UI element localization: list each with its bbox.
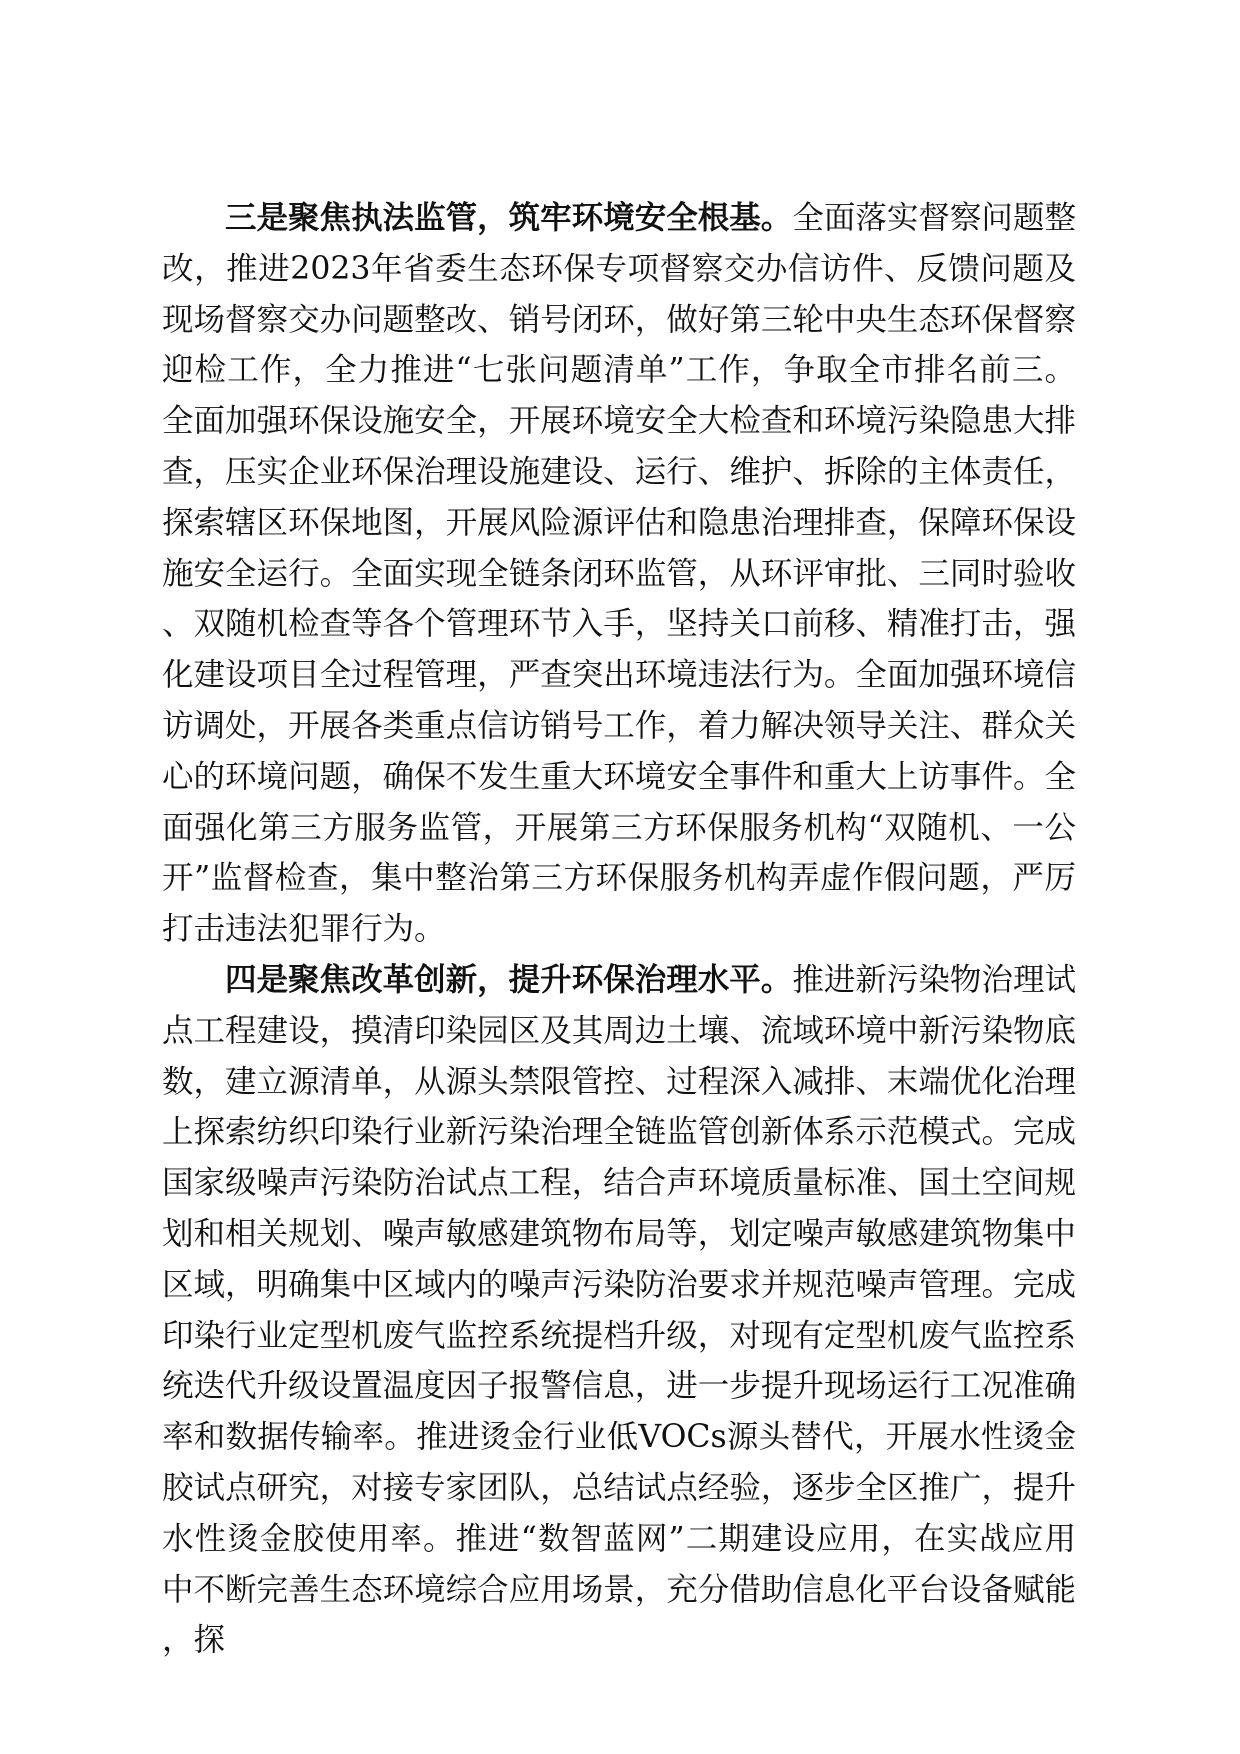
- paragraph-reform: [162, 955, 1076, 1666]
- paragraph-lead-heading: 三是聚焦执法监管，筑牢环境安全根基。: [225, 199, 793, 236]
- paragraph-enforcement: [162, 193, 1076, 955]
- paragraph-body-text: 推进新污染物治理试点工程建设，摸清印染园区及其周边土壤、流域环境中新污染物底数，建立源清单，从源头禁限管控、过程深入减排、末端优化治理上探索纺织印染行业新污染治理全链监管创新体系示范模式。完成国家级噪声污染防治试点工程，结合声环境质量标准、国土空间规划和相关规划、噪声敏感建筑物布局等，划定噪声敏感建筑物集中区域，明确集中区域内的噪声污染防治要求并规范噪声管理。完成印染行业定型机废气监控系统提档升级，对现有定型机废气监控系统迭代升级设置温度因子报警信息，进一步提升现场运行工况准确率和数据传输率。推进烫金行业低VOCs源头替代，开展水性烫金胶试点研究，对接专家团队，总结试点经验，逐步全区推广，提升水性烫金胶使用率。推进“数智蓝网”二期建设应用，在实战应用中不断完善生态环境综合应用场景，充分借助信息化平台设备赋能，探: [162, 961, 1076, 1659]
- document-page: [162, 193, 1076, 1666]
- paragraph-lead-heading: 四是聚焦改革创新，提升环保治理水平。: [225, 960, 793, 998]
- paragraph-body-text: 全面落实督察问题整改，推进2023年省委生态环保专项督察交办信访件、反馈问题及现场督察交办问题整改、销号闭环，做好第三轮中央生态环保督察迎检工作，全力推进“七张问题清单”工作，争取全市排名前三。全面加强环保设施安全，开展环境安全大检查和环境污染隐患大排查，压实企业环保治理设施建设、运行、维护、拆除的主体责任，探索辖区环保地图，开展风险源评估和隐患治理排查，保障环保设施安全运行。全面实现全链条闭环监管，从环评审批、三同时验收、双随机检查等各个管理环节入手，坚持关口前移、精准打击，强化建设项目全过程管理，严查突出环境违法行为。全面加强环境信访调处，开展各类重点信访销号工作，着力解决领导关注、群众关心的环境问题，确保不发生重大环境安全事件和重大上访事件。全面强化第三方服务监管，开展第三方环保服务机构“双随机、一公开”监督检查，集中整治第三方环保服务机构弄虚作假问题，严厉打击违法犯罪行为。: [162, 200, 1076, 948]
